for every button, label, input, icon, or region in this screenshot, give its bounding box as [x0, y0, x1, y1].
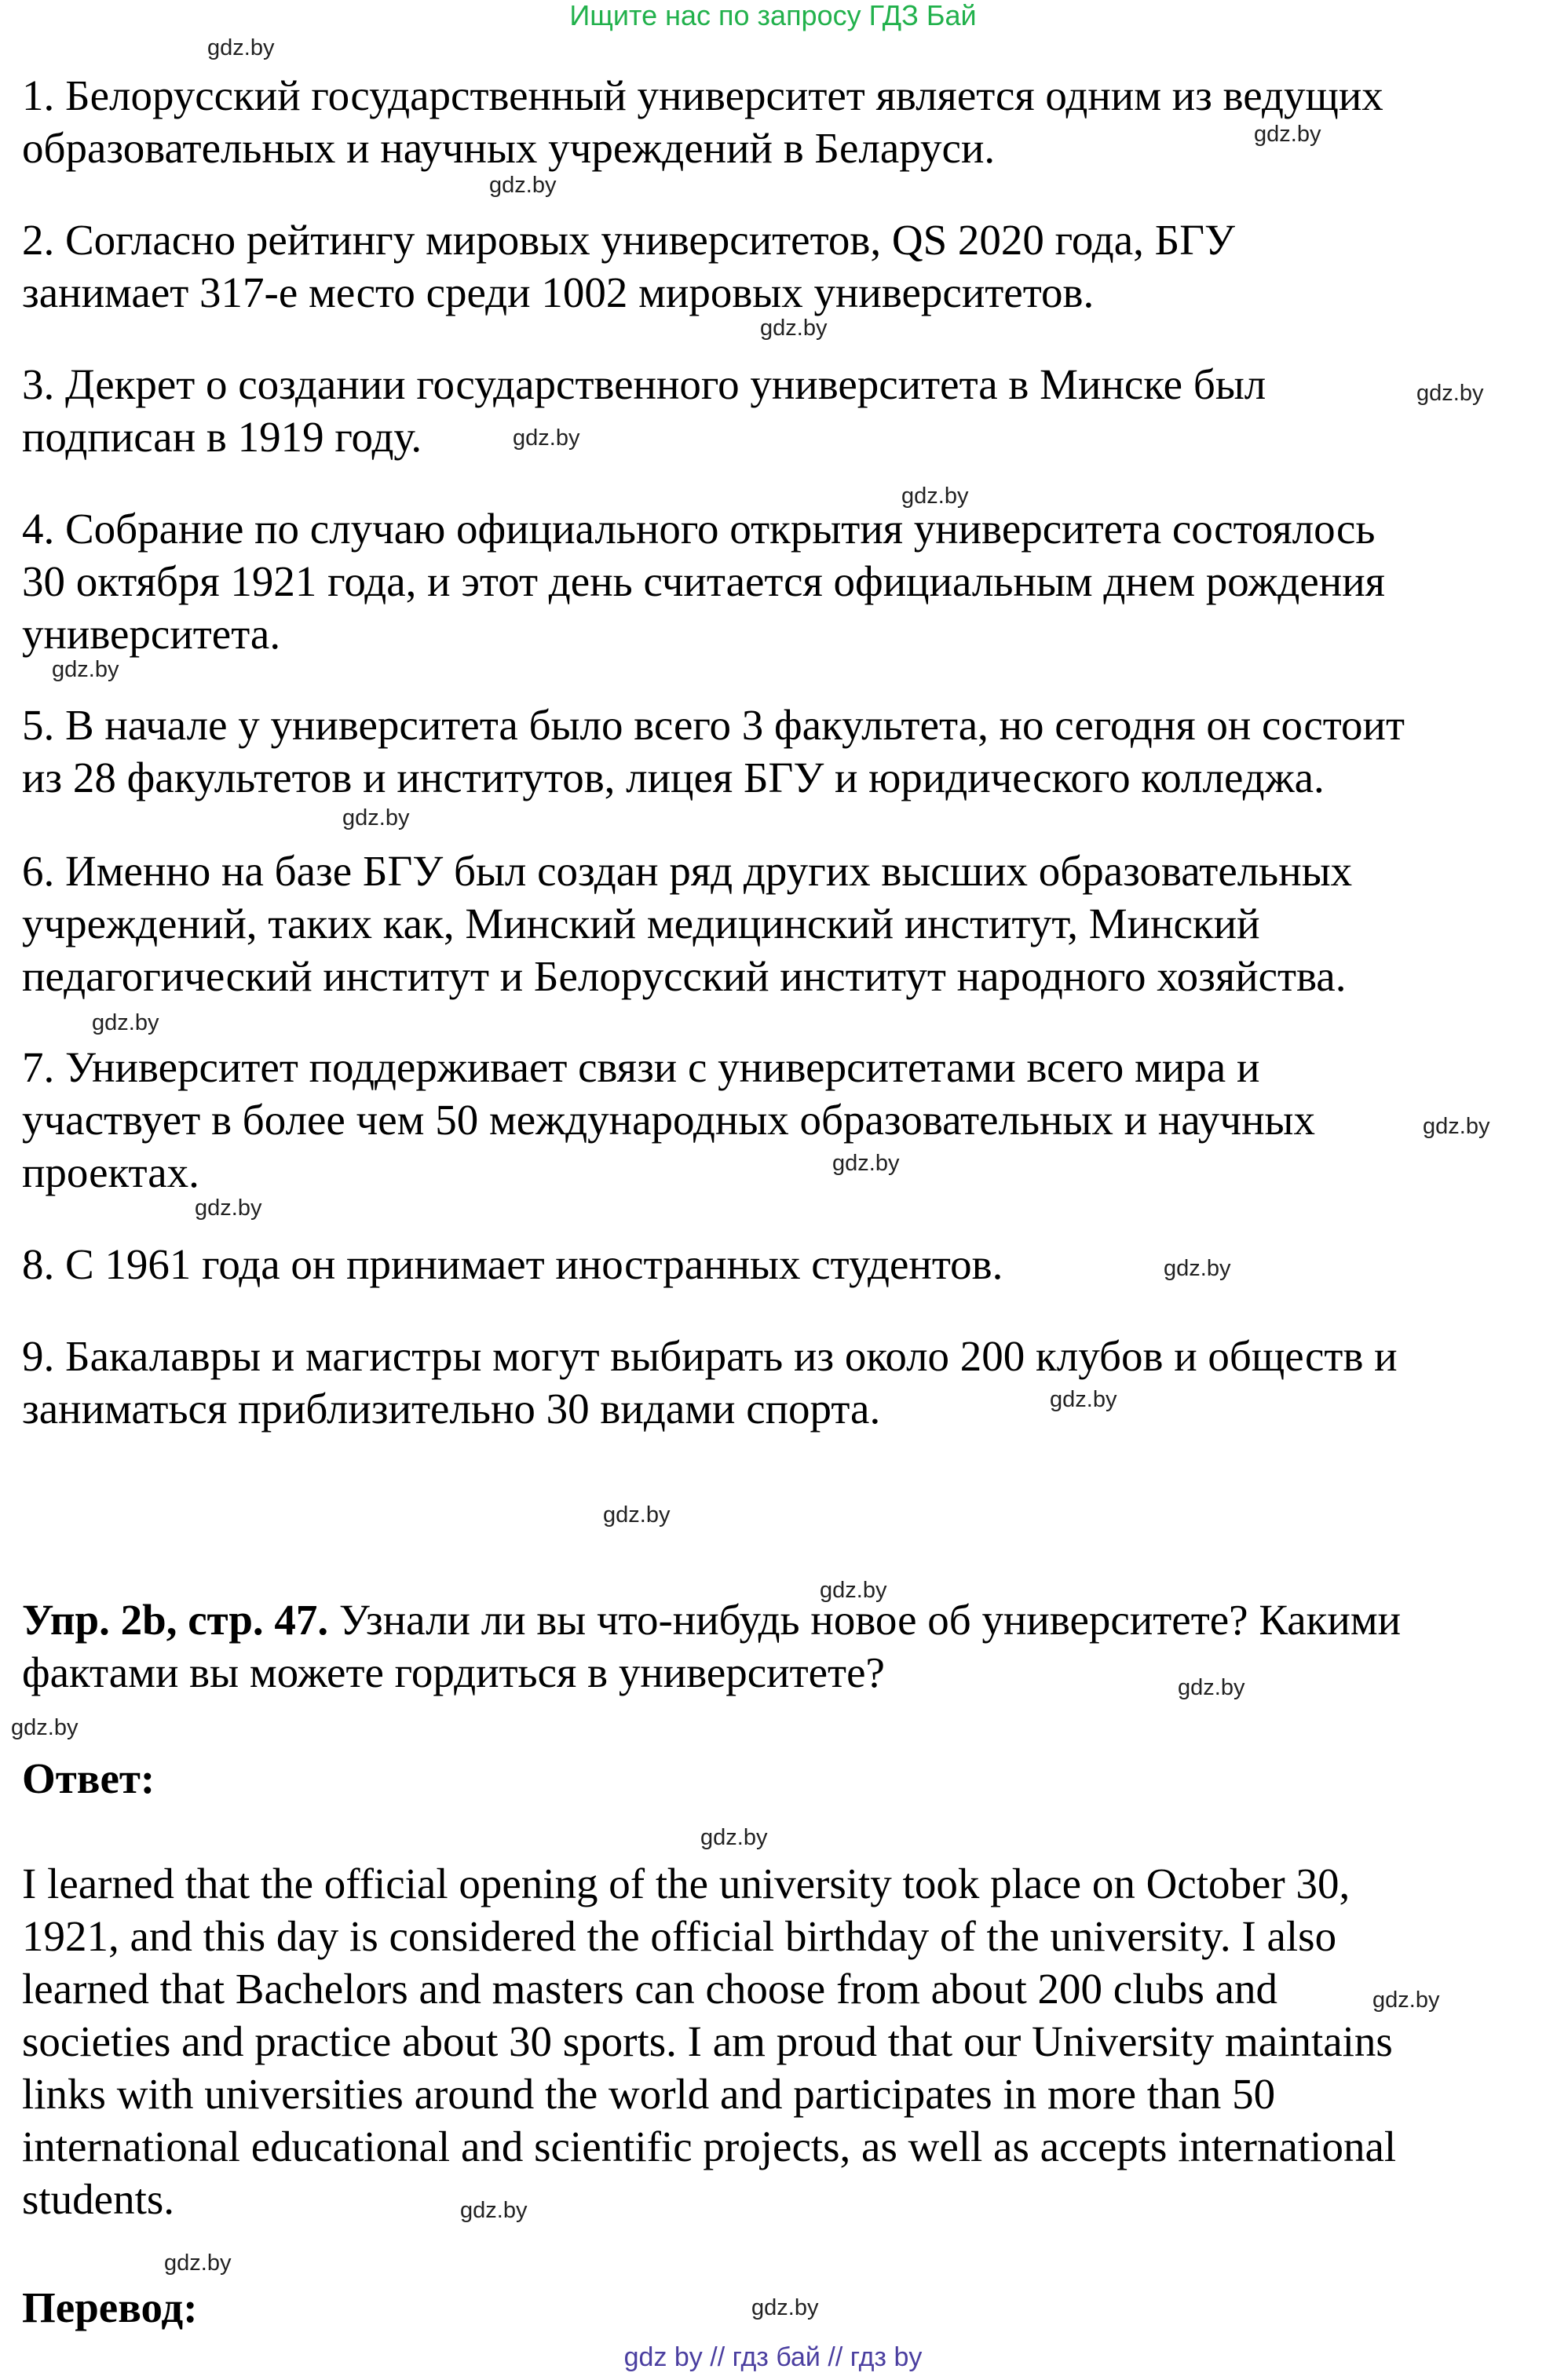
watermark: gdz.by [1423, 1114, 1490, 1139]
list-item-4 [22, 502, 1530, 660]
watermark: gdz.by [1372, 1988, 1440, 2013]
list-item-line: 30 октября 1921 года, и этот день считается официальным днем рождения [22, 557, 1385, 605]
answer-line: societies and practice about 30 sports. I am proud that our University maintains [22, 2017, 1393, 2065]
list-item-line: педагогический институт и Белорусский институт народного хозяйства. [22, 952, 1347, 1000]
list-item-line: проектах. [22, 1148, 199, 1196]
exercise-question-line-1 [22, 1593, 1530, 1646]
exercise-question [22, 1593, 1530, 1699]
watermark: gdz.by [820, 1578, 887, 1603]
list-item-line: 8. С 1961 года он принимает иностранных студентов. [22, 1240, 1003, 1288]
watermark: gdz.by [164, 2250, 232, 2276]
answer-line: I learned that the official opening of the university took place on October 30, [22, 1860, 1350, 1907]
list-item-line: 2. Согласно рейтингу мировых университетов, QS 2020 года, БГУ [22, 216, 1235, 264]
watermark: gdz.by [460, 2198, 528, 2223]
watermark: gdz.by [700, 1825, 768, 1850]
answer-line: international educational and scientific projects, as well as accepts international [22, 2123, 1397, 2170]
watermark: gdz.by [832, 1151, 900, 1176]
watermark: gdz.by [513, 425, 580, 451]
watermark: gdz.by [901, 484, 969, 509]
watermark: gdz.by [207, 35, 275, 60]
answer-line: students. [22, 2175, 175, 2223]
answer-line: links with universities around the world and participates in more than 50 [22, 2070, 1276, 2118]
list-item-line: заниматься приблизительно 30 видами спорта. [22, 1385, 881, 1433]
watermark: gdz.by [342, 805, 410, 830]
watermark: gdz.by [1416, 381, 1484, 406]
watermark: gdz.by [489, 173, 557, 198]
list-item-5 [22, 699, 1530, 804]
list-item-line: 6. Именно на базе БГУ был создан ряд других высших образовательных [22, 847, 1353, 895]
footer-links[interactable]: gdz by // гдз бай // гдз by [623, 2342, 923, 2372]
list-item-8 [22, 1238, 1530, 1290]
exercise-question-text: Узнали ли вы что-нибудь новое об университете? Какими [328, 1596, 1402, 1644]
list-item-7 [22, 1041, 1530, 1199]
list-item-line: 3. Декрет о создании государственного университета в Минске был [22, 360, 1266, 408]
list-item-line: 1. Белорусский государственный университет является одним из ведущих [22, 71, 1383, 119]
list-item-9 [22, 1330, 1530, 1435]
watermark: gdz.by [195, 1195, 262, 1221]
translation-heading: Перевод: [22, 2283, 198, 2331]
list-item-line: учреждений, таких как, Минский медицинский институт, Минский [22, 900, 1260, 947]
watermark: gdz.by [1254, 122, 1321, 147]
list-item-line: университета. [22, 610, 281, 658]
list-item-line: 4. Собрание по случаю официального открытия университета состоялось [22, 505, 1376, 553]
exercise-label: Упр. 2b, стр. 47. [22, 1596, 329, 1644]
list-item-line: образовательных и научных учреждений в Беларуси. [22, 124, 996, 172]
list-item-line: 9. Бакалавры и магистры могут выбирать из около 200 клубов и обществ и [22, 1332, 1398, 1380]
watermark: gdz.by [52, 657, 119, 682]
exercise-question-line-2: фактами вы можете гордиться в университете? [22, 1648, 885, 1696]
list-item-3 [22, 358, 1530, 463]
watermark: gdz.by [751, 2295, 819, 2320]
list-item-line: 7. Университет поддерживает связи с университетами всего мира и [22, 1043, 1260, 1091]
list-item-2 [22, 214, 1530, 319]
watermark: gdz.by [603, 1502, 671, 1528]
list-item-line: из 28 факультетов и институтов, лицея БГУ и юридического колледжа. [22, 754, 1325, 801]
list-item-line: участвует в более чем 50 международных образовательных и научных [22, 1096, 1315, 1144]
answer-line: learned that Bachelors and masters can choose from about 200 clubs and [22, 1965, 1278, 2013]
list-item-line: 5. В начале у университета было всего 3 факультета, но сегодня он состоит [22, 701, 1405, 749]
answer-line: 1921, and this day is considered the official birthday of the university. I also [22, 1912, 1337, 1960]
watermark: gdz.by [1050, 1387, 1117, 1412]
search-hint-banner: Ищите нас по запросу ГДЗ Бай [569, 0, 977, 31]
watermark: gdz.by [1178, 1675, 1245, 1700]
answer-paragraph [22, 1857, 1530, 2225]
list-item-line: занимает 317-е место среди 1002 мировых университетов. [22, 268, 1095, 316]
watermark: gdz.by [11, 1715, 79, 1740]
watermark: gdz.by [92, 1010, 159, 1035]
watermark: gdz.by [1164, 1256, 1231, 1281]
watermark: gdz.by [760, 316, 828, 341]
answer-heading: Ответ: [22, 1754, 155, 1802]
list-item-6 [22, 845, 1530, 1002]
list-item-line: подписан в 1919 году. [22, 413, 422, 461]
